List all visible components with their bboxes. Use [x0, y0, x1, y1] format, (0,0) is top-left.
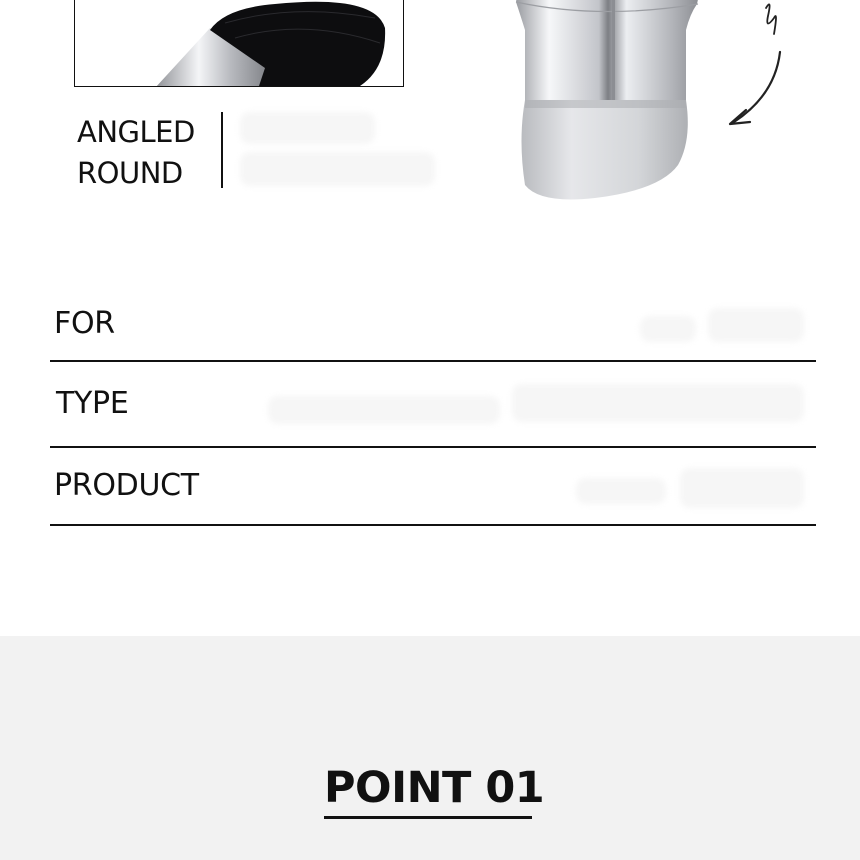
- spec-key-product: PRODUCT: [54, 468, 199, 503]
- brush-closeup-image: [500, 0, 710, 210]
- blurred-text: [240, 112, 375, 144]
- blurred-value: [512, 384, 804, 422]
- spec-row-type: [50, 362, 816, 448]
- brush-type-label: [77, 112, 195, 194]
- spec-row-for: [50, 288, 816, 362]
- spec-row-product: [50, 448, 816, 526]
- blurred-value: [640, 316, 696, 342]
- brush-thumbnail-image: [74, 0, 404, 87]
- brush-type-line2: ROUND: [77, 156, 183, 190]
- spec-key-for: FOR: [54, 306, 115, 341]
- curved-arrow-icon: [720, 0, 810, 135]
- blurred-text: [240, 152, 435, 186]
- point-section: [0, 636, 860, 860]
- blurred-value: [268, 396, 500, 424]
- spec-key-type: TYPE: [56, 386, 129, 421]
- blurred-value: [576, 478, 666, 504]
- point-title: POINT 01: [324, 763, 545, 813]
- blurred-value: [680, 468, 804, 508]
- blurred-value: [708, 308, 804, 342]
- brush-type-line1: ANGLED: [77, 115, 195, 149]
- point-title-underline: [324, 816, 532, 819]
- type-divider: [221, 112, 223, 188]
